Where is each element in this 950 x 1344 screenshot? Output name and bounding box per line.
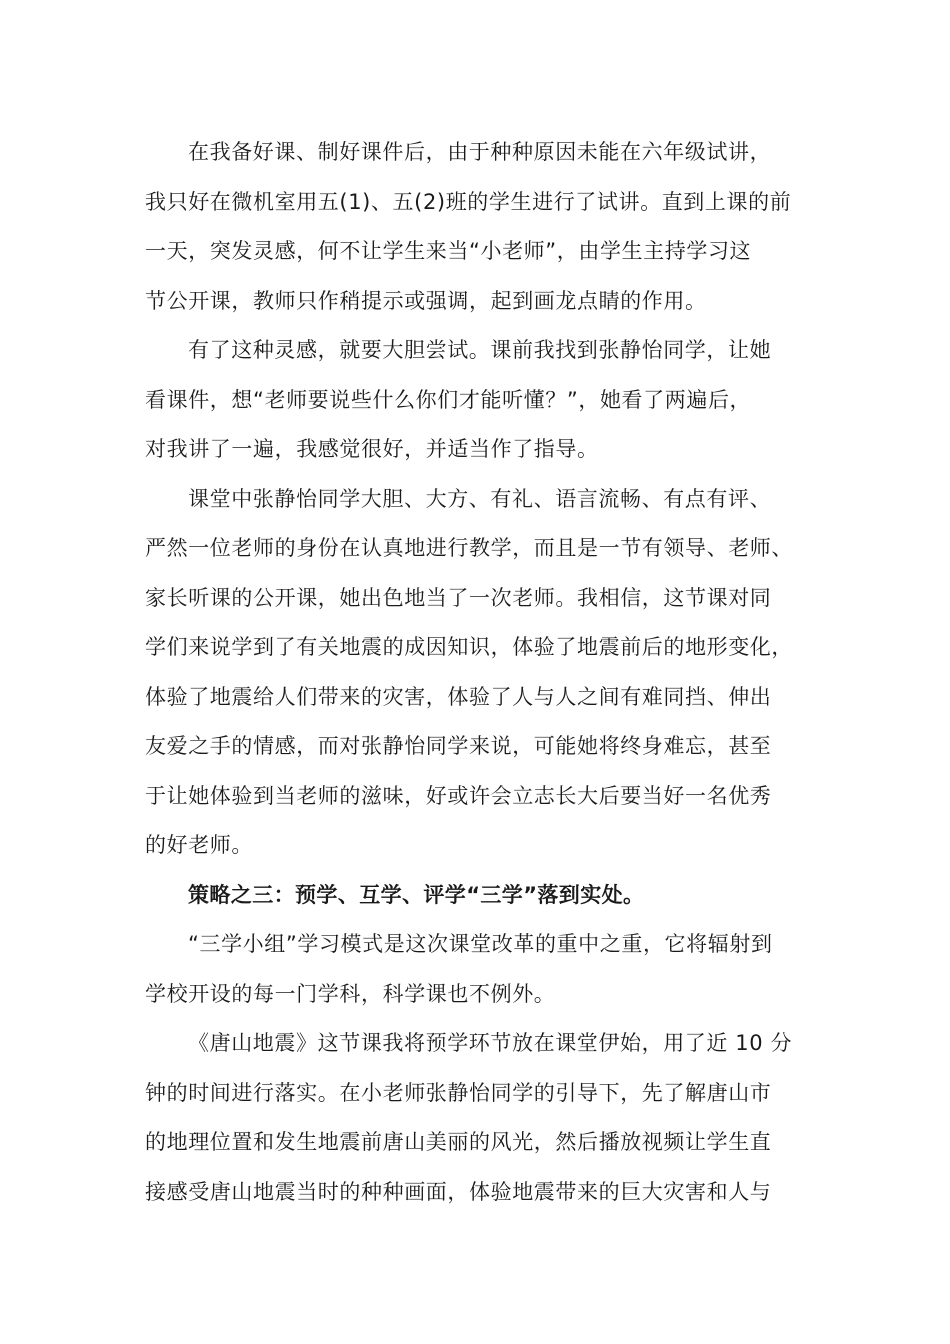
text-line: 的地理位置和发生地震前唐山美丽的风光，然后播放视频让学生直 [145,1130,772,1154]
text-line: 学校开设的每一门学科，科学课也不例外。 [145,981,556,1006]
text-line: 钟的时间进行落实。在小老师张静怡同学的引导下，先了解唐山市 [145,1080,772,1105]
section-heading: 策略之三：预学、互学、评学“三学”落到实处。 [188,882,645,907]
text-line: 有了这种灵感，就要大胆尝试。课前我找到张静怡同学，让她 [188,338,772,362]
text-line: 于让她体验到当老师的滋味，好或许会立志长大后要当好一名优秀 [145,783,772,808]
text-line: 课堂中张静怡同学大胆、大方、有礼、语言流畅、有点有评、 [188,486,772,511]
text-line: 对我讲了一遍，我感觉很好，并适当作了指导。 [145,437,599,461]
text-line: 我只好在微机室用五(1)、五(2)班的学生进行了试讲。直到上课的前 [145,189,792,214]
text-line: 严然一位老师的身份在认真地进行教学，而且是一节有领导、老师、 [145,536,793,560]
text-line: 接感受唐山地震当时的种种画面，体验地震带来的巨大灾害和人与 [145,1179,772,1204]
text-line: 学们来说学到了有关地震的成因知识，体验了地震前后的地形变化， [145,635,793,659]
text-line: 一天，突发灵感，何不让学生来当“小老师”，由学生主持学习这 [145,239,752,263]
text-line: 《唐山地震》这节课我将预学环节放在课堂伊始，用了近 10 分 [188,1031,793,1055]
text-line: 的好老师。 [145,833,253,857]
body-text [145,128,815,1217]
text-line: 友爱之手的情感，而对张静怡同学来说，可能她将终身难忘，甚至 [145,734,772,758]
text-line: 家长听课的公开课，她出色地当了一次老师。我相信，这节课对同 [145,585,772,610]
text-line: 在我备好课、制好课件后，由于种种原因未能在六年级试讲， [188,140,772,164]
text-line: 节公开课，教师只作稍提示或强调，起到画龙点睛的作用。 [145,288,707,313]
text-line: 看课件，想“老师要说些什么你们才能听懂？”，她看了两遍后， [145,387,752,412]
text-line: 体验了地震给人们带来的灾害，体验了人与人之间有难同挡、伸出 [145,684,772,709]
text-line: “三学小组”学习模式是这次课堂改革的重中之重，它将辐射到 [188,932,773,956]
